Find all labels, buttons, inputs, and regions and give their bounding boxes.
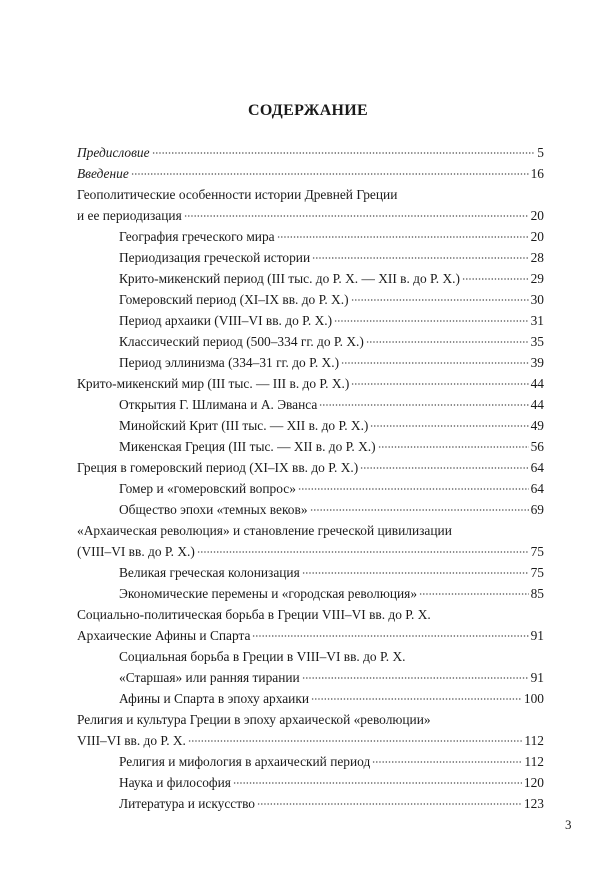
toc-page-number: 64 [530,460,544,475]
toc-page-number: 123 [523,796,544,811]
toc-subsection[interactable] [77,499,544,520]
dot-leader [341,362,529,364]
toc-page-number: 44 [530,376,544,391]
toc-entry-title: VIII–VI вв. до Р. Х. [77,733,186,748]
toc-subsection[interactable] [77,751,544,772]
toc-page-number: 39 [530,355,544,370]
toc-page-number: 112 [524,754,544,769]
toc-subsection[interactable] [77,688,544,709]
toc-entry-title: Греция в гомеровский период (XI–IX вв. до Р. Х.) [77,460,359,475]
dot-leader [370,425,528,427]
toc-entry-title: «Старшая» или ранняя тирании [119,670,300,685]
toc-entry-title: Религия и мифология в архаический период [119,754,371,769]
toc-entry-title: Социальная борьба в Греции в VIII–VI вв. до Р. Х. [119,649,406,664]
dot-leader [334,320,529,322]
dot-leader [378,446,529,448]
dot-leader [311,698,522,700]
toc-entry-title: Микенская Греция (III тыс. — XII в. до Р. Х.) [119,439,376,454]
toc-page-number: 20 [530,229,544,244]
toc-page-number: 75 [530,565,544,580]
toc-subsection[interactable] [77,772,544,793]
toc-section[interactable] [77,163,544,184]
toc-subsection[interactable] [77,394,544,415]
dot-leader [351,299,529,301]
dot-leader [310,509,529,511]
toc-entry-title: Общество эпохи «темных веков» [119,502,308,517]
toc-page-number: 31 [530,313,544,328]
toc-page-number: 91 [530,670,544,685]
toc-section[interactable] [77,520,544,562]
toc-entry-title: Крито-микенский период (III тыс. до Р. Х. — XII в. до Р. Х.) [119,271,460,286]
toc-page-number: 29 [530,271,544,286]
toc-subsection[interactable] [77,289,544,310]
toc-page-number: 20 [530,208,544,223]
dot-leader [184,215,529,217]
toc-entry-title: Социально-политическая борьба в Греции VIII–VI вв. до Р. Х. [77,607,431,622]
toc-entry-title: Введение [77,166,129,181]
dot-leader [188,740,523,742]
toc-section[interactable] [77,373,544,394]
toc-page-number: 56 [530,439,544,454]
dot-leader [233,782,522,784]
toc-page-number: 28 [530,250,544,265]
dot-leader [252,635,528,637]
dot-leader [312,257,528,259]
dot-leader [351,383,528,385]
dot-leader [319,404,528,406]
dot-leader [302,572,529,574]
toc-entry-title: Открытия Г. Шлимана и А. Эванса [119,397,318,412]
toc-subsection[interactable] [77,415,544,436]
toc-subsection[interactable] [77,793,544,814]
toc-page-number: 75 [530,544,544,559]
toc-entry-title: Крито-микенский мир (III тыс. — III в. до Р. Х.) [77,376,350,391]
dot-leader [152,152,536,154]
toc-entry-title: Период архаики (VIII–VI вв. до Р. Х.) [119,313,333,328]
toc-page-number: 100 [523,691,544,706]
toc-page-number: 16 [530,166,544,181]
toc-entry-title: Религия и культура Греции в эпоху архаической «революции» [77,712,431,727]
toc-page-number: 69 [530,502,544,517]
toc-section[interactable] [77,184,544,226]
table-of-contents [77,142,544,814]
toc-entry-title: Наука и философия [119,775,231,790]
dot-leader [277,236,529,238]
toc-entry-title: Архаические Афины и Спарта [77,628,251,643]
dot-leader [131,173,529,175]
toc-subsection[interactable] [77,562,544,583]
toc-page-number: 30 [530,292,544,307]
toc-entry-title: Минойский Крит (III тыс. — XII в. до Р. Х.) [119,418,369,433]
toc-page-number: 120 [523,775,544,790]
toc-entry-title: Классический период (500–334 гг. до Р. Х.) [119,334,364,349]
toc-page-number: 64 [530,481,544,496]
toc-page-number: 5 [537,145,544,160]
toc-entry-title: География греческого мира [119,229,275,244]
toc-entry-title: (VIII–VI вв. до Р. Х.) [77,544,195,559]
toc-subsection[interactable] [77,478,544,499]
page-number: 3 [565,817,572,832]
toc-entry-title: Предисловие [77,145,150,160]
toc-entry-title: Гомеровский период (XI–IX вв. до Р. Х.) [119,292,349,307]
dot-leader [462,278,529,280]
toc-subsection[interactable] [77,436,544,457]
toc-page-number: 112 [524,733,544,748]
toc-section[interactable] [77,709,544,751]
toc-subsection[interactable] [77,583,544,604]
toc-subsection[interactable] [77,331,544,352]
dot-leader [360,467,528,469]
toc-page-number: 44 [530,397,544,412]
toc-entry-title: Геополитические особенности истории Древней Греции [77,187,398,202]
dot-leader [302,677,529,679]
toc-page-number: 49 [530,418,544,433]
toc-entry-title: Экономические перемены и «городская революция» [119,586,418,601]
toc-subsection[interactable] [77,310,544,331]
toc-entry-title: Великая греческая колонизация [119,565,300,580]
toc-entry-title: Литература и искусство [119,796,255,811]
toc-subsection[interactable] [77,646,544,688]
dot-leader [197,551,529,553]
toc-page-number: 91 [530,628,544,643]
toc-entry-title: Гомер и «гомеровский вопрос» [119,481,296,496]
toc-entry-title: Период эллинизма (334–31 гг. до Р. Х.) [119,355,340,370]
toc-page-number: 35 [530,334,544,349]
toc-entry-title: «Архаическая революция» и становление греческой цивилизации [77,523,452,538]
toc-subsection[interactable] [77,247,544,268]
toc-subsection[interactable] [77,352,544,373]
page-title: СОДЕРЖАНИЕ [247,102,369,119]
toc-entry-title: и ее периодизация [77,208,182,223]
toc-section[interactable] [77,457,544,478]
dot-leader [257,803,522,805]
toc-page-number: 85 [530,586,544,601]
dot-leader [366,341,529,343]
dot-leader [298,488,529,490]
toc-entry-title: Афины и Спарта в эпоху архаики [119,691,310,706]
toc-entry-title: Периодизация греческой истории [119,250,311,265]
toc-subsection[interactable] [77,268,544,289]
toc-section[interactable] [77,604,544,646]
toc-subsection[interactable] [77,226,544,247]
dot-leader [372,761,522,763]
dot-leader [419,593,529,595]
toc-section[interactable] [77,142,544,163]
